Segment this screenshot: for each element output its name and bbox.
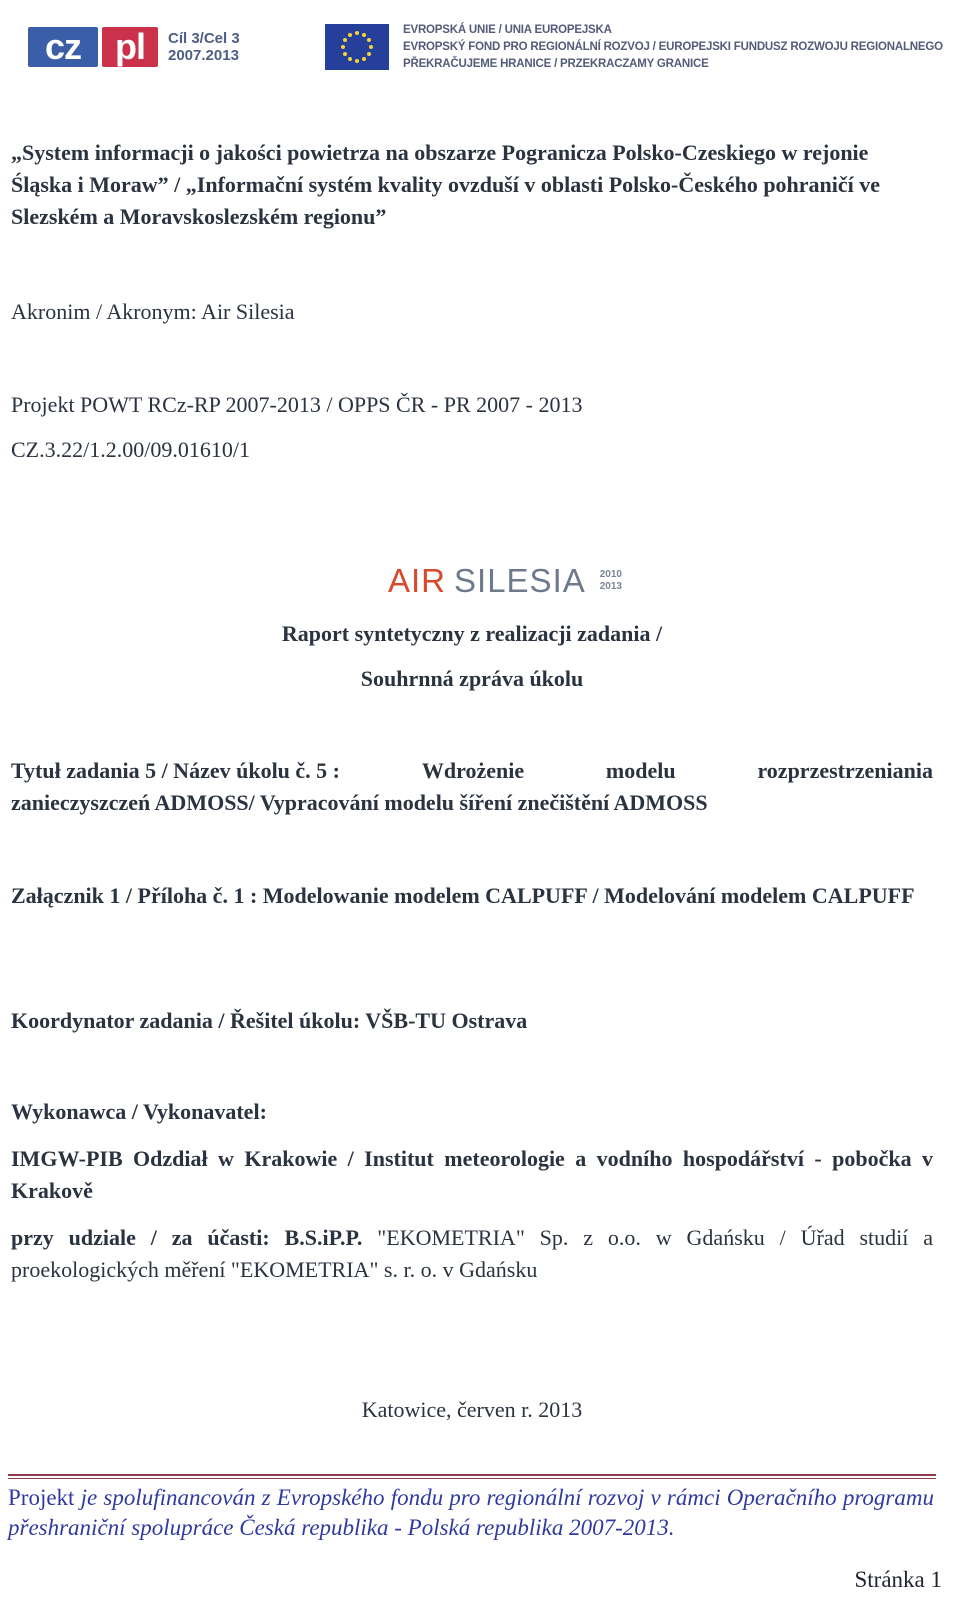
attachment-line: Załącznik 1 / Příloha č. 1 : Modelowanie modelem CALPUFF / Modelování modelem CALPUFF xyxy=(11,883,915,908)
coordinator-line: Koordynator zadania / Řešitel úkolu: VŠB-TU Ostrava xyxy=(11,1008,528,1033)
task-title xyxy=(11,755,933,819)
cil-line2: 2007.2013 xyxy=(168,47,239,64)
logo-year2: 2013 xyxy=(599,581,622,592)
project-line: Projekt POWT RCz-RP 2007-2013 / OPPS ČR - PR 2007 - 2013 xyxy=(11,392,583,417)
place-date: Katowice, červen r. 2013 xyxy=(361,1397,583,1422)
report-title-cz: Souhrnná zpráva úkolu xyxy=(360,666,584,691)
task-title-line1 xyxy=(11,755,933,787)
contractor-name: IMGW-PIB Odzdiał w Krakowie / Institut meteorologie a vodního hospodářství - pobočka v Krakově xyxy=(11,1146,933,1203)
project-code: CZ.3.22/1.2.00/09.01610/1 xyxy=(11,437,250,462)
logo-air-text: AIR xyxy=(388,562,447,599)
eu-flag-icon xyxy=(325,24,389,70)
participation-line xyxy=(11,1222,933,1286)
task-title-word: Tytuł zadania 5 / Název úkolu č. 5 : xyxy=(11,758,341,783)
cil-label xyxy=(168,30,240,64)
footer-cofinancing-note xyxy=(8,1483,934,1543)
eu-logo xyxy=(325,20,943,74)
task-title-word: Wdrożenie xyxy=(421,758,525,783)
pl-logo-block: pl xyxy=(102,27,158,67)
footer-divider-thin xyxy=(8,1478,936,1479)
footer-divider xyxy=(8,1474,936,1476)
task-title-line2: zanieczyszczeń ADMOSS/ Vypracování modelu šíření znečištění ADMOSS xyxy=(11,790,708,815)
air-silesia-logo xyxy=(388,562,622,600)
eu-text xyxy=(403,22,943,73)
participation-text: "EKOMETRIA" Sp. z o.o. w Gdańsku / Úřad studií a proekologických měření "EKOMETRIA" s. r. o. v Gdańsku xyxy=(11,1225,933,1282)
document-title: „System informacji o jakości powietrza na obszarze Pogranicza Polsko-Czeskiego w rejonie Śląska i Moraw” / „Informační systém kvality ovzduší v oblasti Polsko-Českého pohraničí ve Slezském a Moravskoslezském regionu” xyxy=(11,140,881,229)
footer-text: je spolufinancován z Evropského fondu pro regionální rozvoj v rámci Operačního programu přeshraniční spolupráce Česká republika - Polská republika 2007-2013. xyxy=(8,1485,934,1540)
acronym-line: Akronim / Akronym: Air Silesia xyxy=(11,299,295,324)
eu-line3: PŘEKRAČUJEME HRANICE / PRZEKRACZAMY GRANICE xyxy=(403,57,709,70)
task-title-word: modelu xyxy=(605,758,676,783)
cil-line1: Cíl 3/Cel 3 xyxy=(168,30,240,47)
cz-pl-programme-logo xyxy=(28,24,240,70)
header xyxy=(0,0,960,95)
participation-label: przy udziale / za účasti: B.S.iP.P. xyxy=(11,1225,363,1250)
logo-years xyxy=(600,569,622,593)
task-title-word: rozprzestrzeniania xyxy=(757,758,933,783)
contractor-label: Wykonawca / Vykonavatel: xyxy=(11,1099,267,1124)
report-title: Raport syntetyczny z realizacji zadania / xyxy=(281,621,663,646)
eu-line2: EVROPSKÝ FOND PRO REGIONÁLNÍ ROZVOJ / EUROPEJSKI FUNDUSZ ROZWOJU REGIONALNEGO xyxy=(403,40,943,53)
footer-projekt: Projekt xyxy=(8,1485,75,1510)
logo-year1: 2010 xyxy=(599,569,622,580)
cz-logo-block: cz xyxy=(28,27,98,67)
page-number: Stránka 1 xyxy=(854,1567,942,1592)
eu-line1: EVROPSKÁ UNIE / UNIA EUROPEJSKA xyxy=(403,23,612,36)
logo-silesia-text: SILESIA xyxy=(454,562,586,599)
